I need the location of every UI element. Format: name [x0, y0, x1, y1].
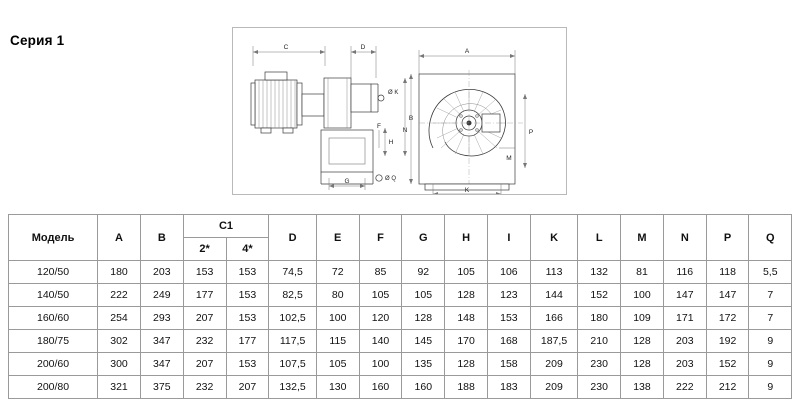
cell-value: 171 — [663, 307, 706, 330]
col-header-f: F — [359, 215, 402, 261]
cell-value: 203 — [663, 353, 706, 376]
cell-value: 168 — [488, 330, 531, 353]
cell-value: 180 — [578, 307, 621, 330]
cell-value: 207 — [226, 376, 269, 399]
cell-model: 200/80 — [9, 376, 98, 399]
cell-value: 100 — [359, 353, 402, 376]
cell-value: 222 — [98, 284, 141, 307]
cell-value: 232 — [183, 330, 226, 353]
cell-value: 232 — [183, 376, 226, 399]
col-header-e: E — [316, 215, 359, 261]
cell-value: 152 — [706, 353, 749, 376]
cell-value: 123 — [488, 284, 531, 307]
cell-value: 321 — [98, 376, 141, 399]
svg-text:Ø Q: Ø Q — [385, 176, 397, 182]
col-header-l: L — [578, 215, 621, 261]
cell-value: 128 — [445, 284, 488, 307]
cell-value: 9 — [749, 353, 792, 376]
svg-text:Ø K: Ø K — [388, 90, 399, 96]
cell-value: 152 — [578, 284, 621, 307]
cell-value: 203 — [663, 330, 706, 353]
cell-value: 254 — [98, 307, 141, 330]
cell-value: 7 — [749, 307, 792, 330]
cell-value: 177 — [183, 284, 226, 307]
cell-value: 117,5 — [269, 330, 317, 353]
dimensions-table-wrapper — [8, 214, 792, 399]
table-body — [9, 261, 792, 399]
cell-value: 105 — [316, 353, 359, 376]
svg-text:N: N — [402, 127, 408, 134]
cell-value: 249 — [140, 284, 183, 307]
cell-value: 147 — [706, 284, 749, 307]
col-header-d: D — [269, 215, 317, 261]
cell-value: 209 — [530, 376, 578, 399]
cell-value: 72 — [316, 261, 359, 284]
col-header-h: H — [445, 215, 488, 261]
cell-value: 74,5 — [269, 261, 317, 284]
cell-value: 7 — [749, 284, 792, 307]
cell-model: 200/60 — [9, 353, 98, 376]
table-row — [9, 284, 792, 307]
cell-model: 120/50 — [9, 261, 98, 284]
cell-value: 135 — [402, 353, 445, 376]
cell-value: 210 — [578, 330, 621, 353]
cell-value: 230 — [578, 376, 621, 399]
cell-value: 347 — [140, 330, 183, 353]
cell-value: 128 — [445, 353, 488, 376]
svg-text:P: P — [528, 129, 534, 136]
cell-value: 106 — [488, 261, 531, 284]
col-header-k: K — [530, 215, 578, 261]
cell-value: 187,5 — [530, 330, 578, 353]
col-header-c1-4: 4* — [226, 238, 269, 261]
cell-value: 92 — [402, 261, 445, 284]
col-header-c1-2: 2* — [183, 238, 226, 261]
col-header-n: N — [663, 215, 706, 261]
cell-value: 180 — [98, 261, 141, 284]
table-row — [9, 330, 792, 353]
cell-value: 102,5 — [269, 307, 317, 330]
cell-value: 207 — [183, 307, 226, 330]
cell-value: 347 — [140, 353, 183, 376]
cell-value: 115 — [316, 330, 359, 353]
cell-value: 160 — [402, 376, 445, 399]
cell-value: 105 — [359, 284, 402, 307]
svg-text:A: A — [464, 48, 470, 55]
cell-value: 128 — [402, 307, 445, 330]
cell-value: 188 — [445, 376, 488, 399]
cell-value: 120 — [359, 307, 402, 330]
cell-value: 9 — [749, 376, 792, 399]
cell-value: 116 — [663, 261, 706, 284]
col-header-c1-group: C1 — [183, 215, 269, 238]
cell-value: 81 — [621, 261, 664, 284]
cell-value: 85 — [359, 261, 402, 284]
cell-value: 100 — [316, 307, 359, 330]
table-head — [9, 215, 792, 261]
cell-value: 128 — [621, 353, 664, 376]
cell-value: 100 — [621, 284, 664, 307]
svg-text:G: G — [344, 178, 350, 185]
cell-value: 153 — [226, 307, 269, 330]
cell-value: 375 — [140, 376, 183, 399]
cell-value: 80 — [316, 284, 359, 307]
cell-value: 158 — [488, 353, 531, 376]
cell-value: 153 — [226, 261, 269, 284]
col-header-q: Q — [749, 215, 792, 261]
cell-model: 180/75 — [9, 330, 98, 353]
col-header-p: P — [706, 215, 749, 261]
cell-value: 82,5 — [269, 284, 317, 307]
cell-value: 140 — [359, 330, 402, 353]
cell-model: 160/60 — [9, 307, 98, 330]
col-header-i: I — [488, 215, 531, 261]
page-title: Серия 1 — [10, 33, 65, 48]
col-header-g: G — [402, 215, 445, 261]
svg-text:B: B — [408, 115, 414, 122]
cell-value: 9 — [749, 330, 792, 353]
cell-value: 5,5 — [749, 261, 792, 284]
svg-text:F: F — [377, 123, 381, 130]
cell-value: 172 — [706, 307, 749, 330]
table-row — [9, 261, 792, 284]
cell-value: 132 — [578, 261, 621, 284]
cell-value: 153 — [226, 353, 269, 376]
svg-text:D: D — [360, 44, 366, 51]
table-row — [9, 376, 792, 399]
cell-value: 105 — [445, 261, 488, 284]
cell-value: 153 — [183, 261, 226, 284]
table-row — [9, 353, 792, 376]
cell-value: 222 — [663, 376, 706, 399]
cell-value: 147 — [663, 284, 706, 307]
cell-value: 153 — [226, 284, 269, 307]
cell-value: 138 — [621, 376, 664, 399]
cell-value: 118 — [706, 261, 749, 284]
cell-value: 177 — [226, 330, 269, 353]
cell-value: 207 — [183, 353, 226, 376]
cell-value: 144 — [530, 284, 578, 307]
cell-value: 300 — [98, 353, 141, 376]
cell-value: 153 — [488, 307, 531, 330]
technical-drawing-panel — [232, 27, 567, 195]
cell-value: 209 — [530, 353, 578, 376]
cell-value: 107,5 — [269, 353, 317, 376]
technical-drawing-svg — [233, 28, 566, 194]
col-header-model: Модель — [9, 215, 98, 261]
cell-value: 148 — [445, 307, 488, 330]
cell-value: 203 — [140, 261, 183, 284]
cell-model: 140/50 — [9, 284, 98, 307]
table-row — [9, 307, 792, 330]
cell-value: 128 — [621, 330, 664, 353]
cell-value: 170 — [445, 330, 488, 353]
cell-value: 293 — [140, 307, 183, 330]
cell-value: 160 — [359, 376, 402, 399]
dimensions-table — [8, 214, 792, 399]
cell-value: 166 — [530, 307, 578, 330]
svg-text:M: M — [506, 155, 512, 162]
col-header-m: M — [621, 215, 664, 261]
cell-value: 183 — [488, 376, 531, 399]
cell-value: 212 — [706, 376, 749, 399]
cell-value: 105 — [402, 284, 445, 307]
cell-value: 145 — [402, 330, 445, 353]
cell-value: 130 — [316, 376, 359, 399]
cell-value: 302 — [98, 330, 141, 353]
svg-text:K: K — [464, 187, 470, 194]
cell-value: 109 — [621, 307, 664, 330]
cell-value: 113 — [530, 261, 578, 284]
cell-value: 132,5 — [269, 376, 317, 399]
svg-text:H: H — [388, 139, 394, 146]
cell-value: 192 — [706, 330, 749, 353]
col-header-b: B — [140, 215, 183, 261]
col-header-a: A — [98, 215, 141, 261]
cell-value: 230 — [578, 353, 621, 376]
svg-text:C: C — [283, 44, 289, 51]
table-header-row-1 — [9, 215, 792, 238]
